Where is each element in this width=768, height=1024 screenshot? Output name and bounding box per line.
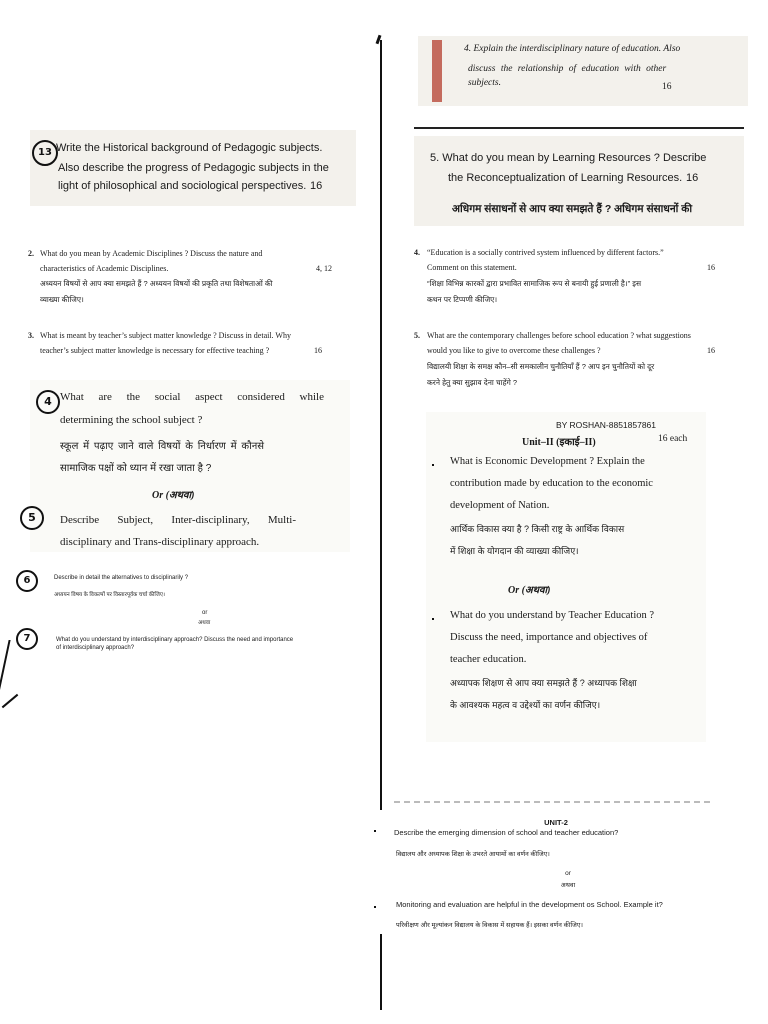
clip1-line2: discuss the relationship of education with other (468, 64, 667, 74)
question-number-4-handwritten: 4 (36, 390, 60, 414)
q3-line2-row (40, 346, 322, 355)
question-number-6-handwritten: 6 (16, 570, 38, 592)
q4r-number: 4. (414, 248, 420, 257)
clip5-q1-line2: contribution made by education to the economic (450, 478, 653, 489)
q4r-line1: “Education is a socially contrived system influenced by different factors.” (427, 248, 664, 257)
q2-line2-row (40, 264, 332, 273)
bullet-mark-4 (374, 906, 376, 908)
clip2-line1: Write the Historical background of Pedagogic subjects. (56, 142, 323, 154)
clip5-credit: BY ROSHAN-8851857861 (556, 420, 657, 430)
clip6-or-hindi: अथवा (198, 620, 211, 626)
clip4-or: Or (अथवा) (152, 490, 195, 501)
clip5-q2-line2: Discuss the need, importance and objectives of (450, 632, 648, 643)
clip2-marks: 16 (310, 180, 323, 192)
q2-marks: 4, 12 (316, 264, 332, 273)
clip5-q2-hindi1: अध्यापक शिक्षण से आप क्या समझते हैं ? अध्यापक शिक्षा (450, 678, 637, 688)
question-clip-learning-resources (414, 136, 744, 226)
clip7-or-hindi: अथवा (560, 882, 576, 889)
bullet-mark-3 (374, 830, 376, 832)
q2-number: 2. (28, 249, 34, 258)
pen-stroke-left (0, 640, 11, 740)
clip4-line3: Describe Subject, Inter-disciplinary, Multi- (60, 514, 296, 526)
clip4-line1: What are the social aspect considered while (60, 391, 324, 403)
clip5-q1-line3: development of Nation. (450, 500, 550, 511)
clip7-q1-hindi: विद्यालय और अध्यापक शिक्षा के उभरते आयामों का वर्णन कीजिए। (396, 851, 550, 858)
q5r-number: 5. (414, 331, 420, 340)
q2-hindi1: अध्ययन विषयों से आप क्या समझते हैं ? अध्ययन विषयों की प्रकृति तथा विशेषताओं की (40, 279, 273, 288)
q2-hindi2: व्याख्या कीजिए। (40, 295, 84, 304)
clip6-hindi1: अध्ययन विषय के विकल्पों पर विस्तारपूर्वक चर्चा कीजिए। (54, 592, 165, 598)
clip3-line1: 5. What do you mean by Learning Resources ? Describe (430, 152, 707, 164)
bullet-mark-1 (432, 464, 434, 466)
clip4-line2: determining the school subject ? (60, 414, 203, 426)
q4r-marks: 16 (707, 263, 715, 272)
clip5-q1-line1: What is Economic Development ? Explain the (450, 456, 645, 467)
q4r-hindi2: कथन पर टिप्पणी कीजिए। (427, 295, 498, 304)
clip5-or: Or (अथवा) (508, 585, 551, 596)
question-number-5-handwritten: 5 (20, 506, 44, 530)
question-clip-social-aspect (30, 380, 350, 552)
red-margin-mark (432, 40, 442, 102)
q4r-line2: Comment on this statement. (427, 263, 517, 272)
q3-marks: 16 (314, 346, 322, 355)
clip1-line1: 4. Explain the interdisciplinary nature of education. Also (464, 44, 681, 54)
clip1-line3: subjects. (468, 78, 501, 88)
clip6-line1: Describe in detail the alternatives to disciplinarily ? (54, 575, 189, 581)
q5r-hindi1: विद्यालयी शिक्षा के समक्ष कौन–सी समकालीन चुनौतियाँ हैं ? आप इन चुनौतियों को दूर (427, 362, 655, 371)
q5r-line2: would you like to give to overcome these challenges ? (427, 346, 601, 355)
clip5-q2-line3: teacher education. (450, 654, 527, 665)
clip2-line2: Also describe the progress of Pedagogic subjects in the (58, 162, 329, 174)
clip6-line2: What do you understand by interdisciplinary approach? Discuss the need and importance (56, 637, 294, 643)
clip5-q1-hindi1: आर्थिक विकास क्या है ? किसी राष्ट्र के आर्थिक विकास (450, 524, 625, 534)
question-clip-pedagogic (30, 130, 356, 206)
clip3-hindi: अधिगम संसाधनों से आप क्या समझते हैं ? अधिगम संसाधनों की (452, 203, 693, 215)
clip5-q1-hindi2: में शिक्षा के योगदान की व्याख्या कीजिए। (450, 546, 579, 556)
clip7-q1: Describe the emerging dimension of school and teacher education? (394, 828, 619, 837)
q5r-hindi2: करने हेतु क्या सुझाव देना चाहेंगे ? (427, 378, 518, 387)
q2-line2: characteristics of Academic Disciplines. (40, 264, 169, 273)
q3-number: 3. (28, 331, 34, 340)
q4r-line2-row (427, 263, 715, 272)
question-number-13: 13 (32, 140, 58, 166)
clip5-unit-title: Unit–II (इकाई–II) (522, 437, 596, 448)
clip5-q2-line1: What do you understand by Teacher Education ? (450, 610, 655, 621)
clip4-hindi1: स्कूल में पढ़ाए जाने वाले विषयों के निर्धारण में कौनसे (60, 441, 265, 452)
question-clip-interdisciplinary (418, 36, 748, 106)
clip7-q2-hindi: परिवीक्षण और मूल्यांकन विद्यालय के विकास में सहायक हैं। इसका वर्णन कीजिए। (396, 922, 583, 929)
clip7-or: or (565, 870, 571, 877)
q5r-line2-row (427, 346, 715, 355)
cut-text-remnant (394, 801, 714, 803)
q3-line1: What is meant by teacher’s subject matter knowledge ? Discuss in detail. Why (40, 331, 291, 340)
clip3-line2: the Reconceptualization of Learning Resources. (448, 172, 683, 184)
section-divider (414, 127, 744, 129)
clip7-title: UNIT-2 (544, 818, 568, 827)
pen-stroke-cut (2, 694, 19, 708)
clip6-line3: of interdisciplinary approach? (56, 645, 135, 651)
clip5-q2-hindi2: के आवश्यक महत्व व उद्देश्यों का वर्णन कीजिए। (450, 700, 601, 710)
question-clip-alternatives (12, 562, 352, 656)
clip2-line3: light of philosophical and sociological perspectives. (58, 180, 307, 192)
clip1-marks: 16 (662, 82, 672, 92)
question-number-7-handwritten: 7 (16, 628, 38, 650)
clip7-q2: Monitoring and evaluation are helpful in the development os School. Example it? (396, 900, 663, 909)
q3-line2: teacher’s subject matter knowledge is necessary for effective teaching ? (40, 346, 270, 355)
clip3-marks: 16 (686, 172, 699, 184)
q4r-hindi1: “शिक्षा विभिन्न कारकों द्वारा प्रभावित सामाजिक रूप से बनायी हुई प्रणाली है।” इस (427, 279, 642, 288)
clip5-each: 16 each (658, 434, 688, 444)
question-clip-unit-2-bottom (368, 810, 754, 934)
clip4-hindi2: सामाजिक पक्षों को ध्यान में रखा जाता है ? (60, 463, 212, 474)
q2-line1: What do you mean by Academic Disciplines ? Discuss the nature and (40, 249, 263, 258)
question-clip-unit-2 (426, 412, 706, 742)
clip4-line4: disciplinary and Trans-disciplinary approach. (60, 536, 260, 548)
bullet-mark-2 (432, 618, 434, 620)
q5r-marks: 16 (707, 346, 715, 355)
clip6-or: or (202, 610, 208, 616)
q5r-line1: What are the contemporary challenges before school education ? what suggestions (427, 331, 691, 340)
